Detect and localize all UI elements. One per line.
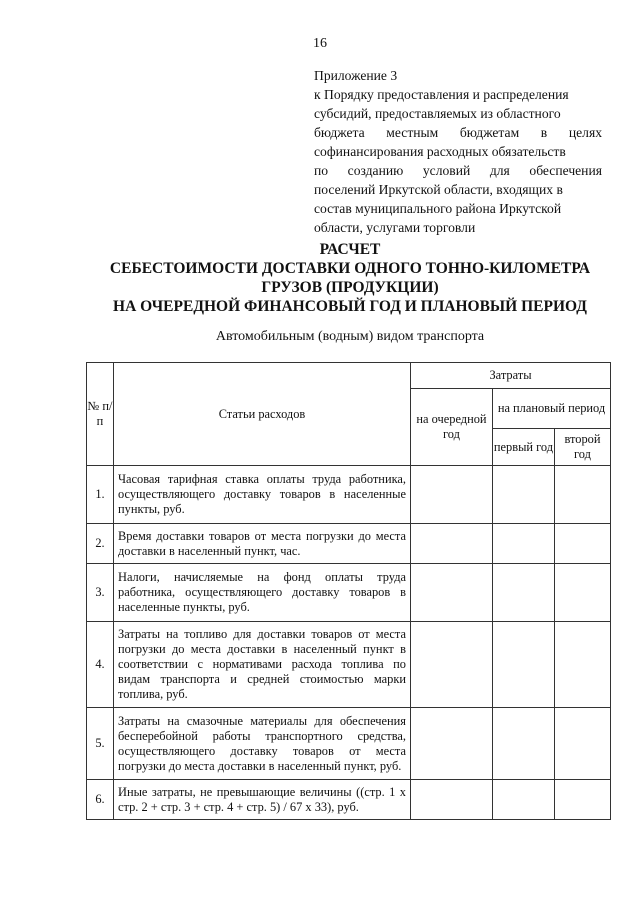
- appendix-title: Приложение 3: [314, 68, 398, 83]
- table-row: [87, 780, 611, 820]
- appendix-text: [314, 85, 602, 237]
- value-cell: [555, 780, 611, 820]
- table-row: [87, 708, 611, 780]
- row-text: Налоги, начисляемые на фонд оплаты труда работника, осуществляющего доставку товаров в населенные пункты, руб.: [114, 564, 411, 622]
- value-cell: [493, 524, 555, 564]
- value-cell: [493, 622, 555, 708]
- table-row: [87, 622, 611, 708]
- row-number: 5.: [87, 708, 114, 780]
- appendix-line: к Порядку предоставления и распределения: [314, 87, 569, 102]
- row-text: Иные затраты, не превышающие величины ((стр. 1 х стр. 2 + стр. 3 + стр. 4 + стр. 5) / 67 х 33), руб.: [114, 780, 411, 820]
- value-cell: [555, 622, 611, 708]
- row-number: 6.: [87, 780, 114, 820]
- value-cell: [555, 708, 611, 780]
- row-text: Часовая тарифная ставка оплаты труда работника, осуществляющего доставку товаров в населенные пункты, руб.: [114, 466, 411, 524]
- appendix-line: состав муниципального района Иркутской: [314, 201, 562, 216]
- row-number: 4.: [87, 622, 114, 708]
- appendix-line: субсидий, предоставляемых из областного: [314, 106, 561, 121]
- transport-subtitle: Автомобильным (водным) видом транспорта: [215, 329, 485, 344]
- cost-table: [86, 362, 611, 820]
- row-number: 3.: [87, 564, 114, 622]
- row-text: Затраты на смазочные материалы для обеспечения бесперебойной работы транспортного средства, осуществляющего доставку товаров от места погрузки до места доставки в населенный пункт, руб.: [114, 708, 411, 780]
- row-text: Время доставки товаров от места погрузки до места доставки в населенный пункт, час.: [114, 524, 411, 564]
- table-row: [87, 466, 611, 524]
- header-next-year: на очередной год: [411, 389, 493, 466]
- heading-line: РАСЧЕТ: [319, 241, 381, 258]
- header-second-year: второй год: [555, 429, 611, 466]
- heading-line: СЕБЕСТОИМОСТИ ДОСТАВКИ ОДНОГО ТОННО-КИЛОМЕТРА: [109, 260, 591, 277]
- value-cell: [555, 564, 611, 622]
- header-items: Статьи расходов: [114, 363, 411, 466]
- value-cell: [555, 524, 611, 564]
- appendix-line: по созданию условий для обеспечения: [314, 163, 602, 178]
- header-first-year: первый год: [493, 429, 555, 466]
- table-row: [87, 564, 611, 622]
- appendix-line: области, услугами торговли: [314, 220, 476, 235]
- row-number: 1.: [87, 466, 114, 524]
- value-cell: [493, 780, 555, 820]
- value-cell: [411, 780, 493, 820]
- row-number: 2.: [87, 524, 114, 564]
- row-text: Затраты на топливо для доставки товаров от места погрузки до места доставки в населенный пункт в соответствии с нормативами расхода топлива по видам транспорта и средней стоимостью марки топлива, руб.: [114, 622, 411, 708]
- value-cell: [493, 708, 555, 780]
- page-number: 16: [313, 36, 327, 51]
- table-row: [87, 524, 611, 564]
- value-cell: [411, 564, 493, 622]
- value-cell: [493, 466, 555, 524]
- appendix-line: софинансирования расходных обязательств: [314, 144, 566, 159]
- heading-line: ГРУЗОВ (ПРОДУКЦИИ): [261, 279, 439, 296]
- value-cell: [411, 524, 493, 564]
- heading-line: НА ОЧЕРЕДНОЙ ФИНАНСОВЫЙ ГОД И ПЛАНОВЫЙ ПЕРИОД: [113, 298, 587, 315]
- value-cell: [411, 622, 493, 708]
- value-cell: [555, 466, 611, 524]
- appendix-note: [314, 66, 602, 237]
- document-heading: [60, 240, 640, 316]
- header-planning-period: на плановый период: [493, 389, 611, 429]
- value-cell: [411, 466, 493, 524]
- header-num: № п/п: [87, 363, 114, 466]
- value-cell: [493, 564, 555, 622]
- appendix-line: поселений Иркутской области, входящих в: [314, 182, 563, 197]
- appendix-line: бюджета местным бюджетам в целях: [314, 125, 602, 140]
- header-costs: Затраты: [411, 363, 611, 389]
- value-cell: [411, 708, 493, 780]
